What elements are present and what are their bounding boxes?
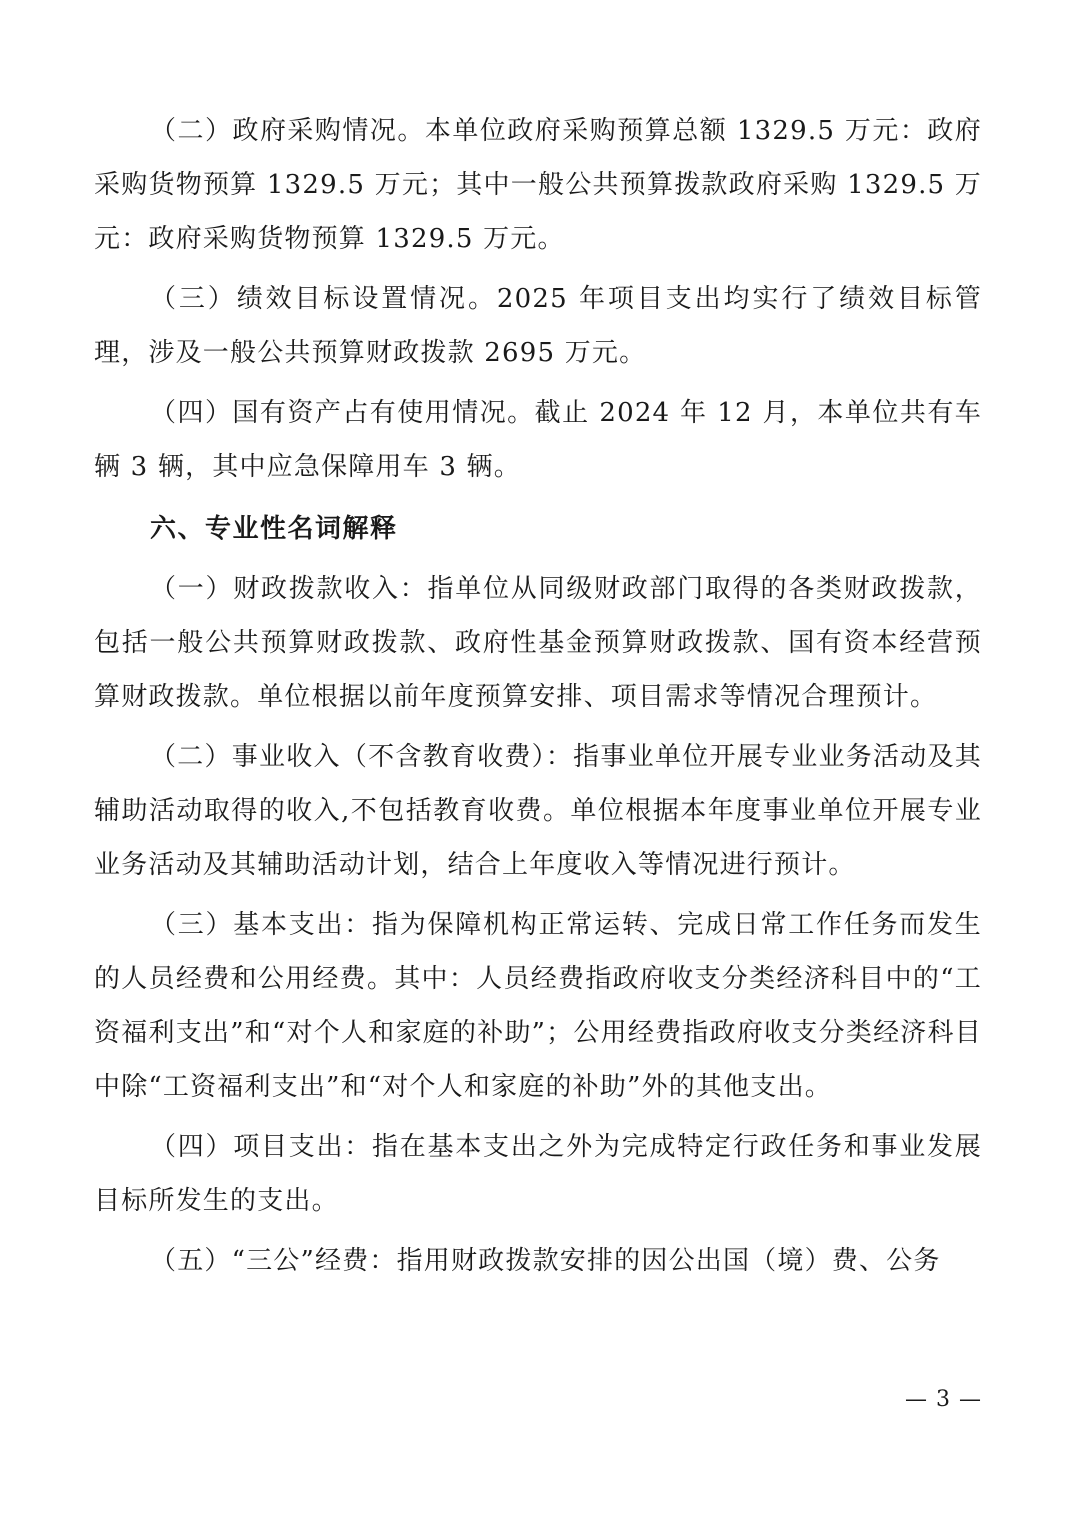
document-body [94,104,982,1288]
paragraph-basic-expenditure: （三）基本支出：指为保障机构正常运转、完成日常工作任务而发生的人员经费和公用经费。其中：人员经费指政府收支分类经济科目中的“工资福利支出”和“对个人和家庭的补助”；公用经费指政府收支分类经济科目中除“工资福利支出”和“对个人和家庭的补助”外的其他支出。 [94,910,982,1102]
paragraph-performance-targets: （三）绩效目标设置情况。2025 年项目支出均实行了绩效目标管理，涉及一般公共预算财政拨款 2695 万元。 [94,284,982,368]
paragraph-business-income: （二）事业收入（不含教育收费）：指事业单位开展专业业务活动及其辅助活动取得的收入,不包括教育收费。单位根据本年度事业单位开展专业业务活动及其辅助活动计划，结合上年度收入等情况进行预计。 [94,742,982,880]
paragraph-government-procurement: （二）政府采购情况。本单位政府采购预算总额 1329.5 万元：政府采购货物预算 1329.5 万元；其中一般公共预算拨款政府采购 1329.5 万元：政府采购货物预算 1329.5 万元。 [94,116,982,254]
section-heading-terminology: 六、专业性名词解释 [150,514,398,544]
paragraph-project-expenditure: （四）项目支出：指在基本支出之外为完成特定行政任务和事业发展目标所发生的支出。 [94,1132,982,1216]
paragraph-fiscal-appropriation-income: （一）财政拨款收入：指单位从同级财政部门取得的各类财政拨款，包括一般公共预算财政拨款、政府性基金预算财政拨款、国有资本经营预算财政拨款。单位根据以前年度预算安排、项目需求等情况合理预计。 [94,574,982,712]
page-number: — 3 — [905,1387,982,1412]
paragraph-three-public-expenses: （五）“三公”经费：指用财政拨款安排的因公出国（境）费、公务 [150,1246,941,1276]
paragraph-state-assets: （四）国有资产占有使用情况。截止 2024 年 12 月，本单位共有车辆 3 辆，其中应急保障用车 3 辆。 [94,398,982,482]
